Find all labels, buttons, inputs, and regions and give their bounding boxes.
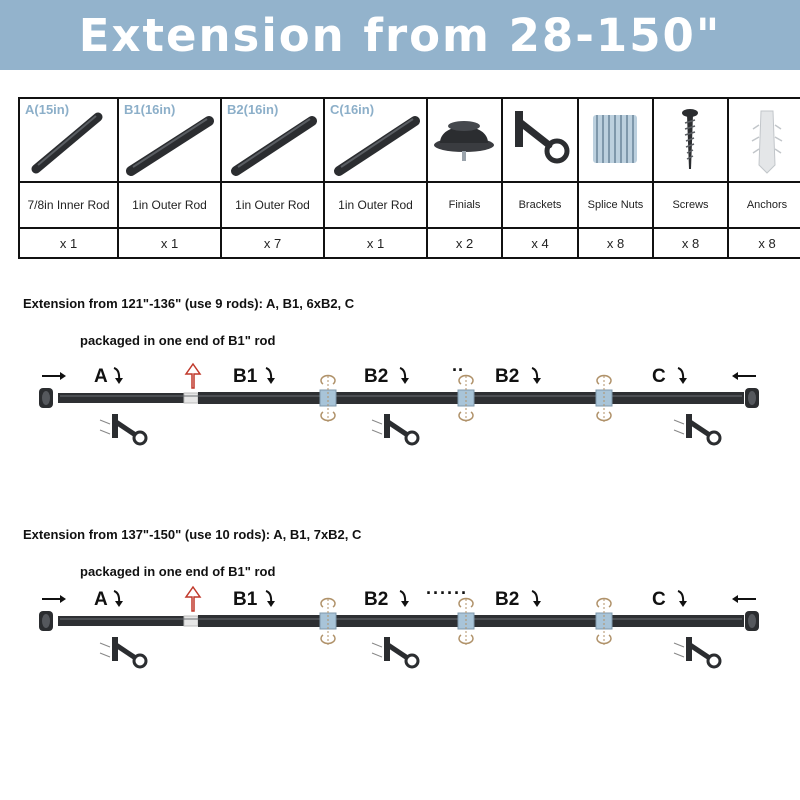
part-label: A(15in) (25, 102, 70, 117)
rod-label-b1: B1 (233, 366, 258, 387)
part-cell-screws (653, 98, 728, 182)
screw-hint (372, 430, 382, 434)
arrow-head (267, 601, 275, 607)
rod-segment-b1 (198, 615, 320, 627)
assembly-diagram (0, 527, 800, 697)
arrow-head (732, 595, 738, 603)
config-title: Extension from 137"-150" (use 10 rods): A, B1, 7xB2, C (23, 527, 362, 542)
screw-hint (100, 653, 110, 657)
part-label: B2(16in) (227, 102, 279, 117)
bracket-c-icon-ring (708, 432, 720, 444)
anchor-icon (729, 99, 800, 181)
part-quantity: x 1 (118, 228, 221, 258)
rod-label-c: C (652, 589, 666, 610)
bracket-a-icon-arm (116, 422, 134, 434)
bracket-b2-icon-ring (406, 432, 418, 444)
finial-right-icon-detail (748, 614, 756, 628)
finial-left-icon-detail (42, 391, 50, 405)
arrow-head (60, 595, 66, 603)
parts-description-row (19, 182, 800, 228)
rod-label-b2-first: B2 (364, 589, 389, 610)
arrow-head (60, 372, 66, 380)
rod-segment-c (612, 392, 744, 404)
title-banner (0, 0, 800, 70)
rod-segment-b2 (336, 392, 458, 404)
bracket-a-icon-ring (134, 655, 146, 667)
part-cell-brackets (502, 98, 578, 182)
arrow-head (401, 601, 409, 607)
package-up-arrow-icon (186, 364, 200, 388)
bracket-c-icon-ring (708, 655, 720, 667)
package-note: packaged in one end of B1" rod (80, 564, 276, 579)
part-description: 1in Outer Rod (221, 182, 324, 228)
arrow-head (533, 378, 541, 384)
rod-label-b2-first: B2 (364, 366, 389, 387)
bracket-b2-icon-arm (388, 422, 406, 434)
part-cell-c (324, 98, 427, 182)
part-description: Finials (427, 182, 502, 228)
bracket-b2-icon (384, 637, 390, 661)
part-description: Splice Nuts (578, 182, 653, 228)
parts-table (18, 97, 800, 259)
screw-hint (674, 430, 684, 434)
rod-segment-b2 (474, 392, 596, 404)
screw-hint (674, 653, 684, 657)
rod-segment-a (58, 616, 184, 626)
bracket-b2-icon (384, 414, 390, 438)
bracket-a-icon (112, 637, 118, 661)
config-137-150 (0, 527, 800, 787)
part-cell-splice-nuts (578, 98, 653, 182)
finial-icon (428, 99, 501, 181)
rod-label-b2-second: B2 (495, 366, 520, 387)
rod-label-a: A (94, 589, 108, 610)
bracket-b2-icon-ring (406, 655, 418, 667)
bracket-a-icon-arm (116, 645, 134, 657)
bracket-c-icon (686, 637, 692, 661)
bracket-b2-icon-arm (388, 645, 406, 657)
packaged-insert (184, 616, 198, 626)
rod-segment-b2 (474, 615, 596, 627)
rod-segment-c (612, 615, 744, 627)
part-quantity: x 7 (221, 228, 324, 258)
screw-icon (654, 99, 727, 181)
arrow-head (401, 378, 409, 384)
package-up-arrow-icon (186, 587, 200, 611)
screw-hint (372, 653, 382, 657)
arrow-head (679, 378, 687, 384)
arrow-head (679, 601, 687, 607)
arrow-head (732, 372, 738, 380)
config-121-136 (0, 296, 800, 556)
arrow-head (115, 601, 123, 607)
outer-rod-icon (222, 99, 323, 181)
part-description: 7/8in Inner Rod (19, 182, 118, 228)
part-quantity: x 2 (427, 228, 502, 258)
screw-hint (372, 643, 382, 647)
rod-segment-b2 (336, 615, 458, 627)
rod-label-b2-second: B2 (495, 589, 520, 610)
part-description: 1in Outer Rod (324, 182, 427, 228)
part-label: C(16in) (330, 102, 375, 117)
part-quantity: x 1 (324, 228, 427, 258)
screw-hint (100, 420, 110, 424)
part-quantity: x 8 (578, 228, 653, 258)
finial-left-icon-detail (42, 614, 50, 628)
packaged-insert (184, 393, 198, 403)
assembly-diagram (0, 296, 800, 466)
rod-label-a: A (94, 366, 108, 387)
part-description: 1in Outer Rod (118, 182, 221, 228)
part-cell-finials (427, 98, 502, 182)
arrow-head (115, 378, 123, 384)
bracket-c-icon (686, 414, 692, 438)
arrow-head (267, 378, 275, 384)
rod-segment-a (58, 393, 184, 403)
bracket-c-icon-arm (690, 422, 708, 434)
bracket-icon (503, 99, 577, 181)
part-description: Brackets (502, 182, 578, 228)
part-cell-b2 (221, 98, 324, 182)
part-cell-anchors (728, 98, 800, 182)
screw-hint (372, 420, 382, 424)
page-title: Extension from 28-150" (78, 8, 722, 62)
part-cell-a (19, 98, 118, 182)
part-quantity: x 8 (653, 228, 728, 258)
part-quantity: x 4 (502, 228, 578, 258)
rod-label-b1: B1 (233, 589, 258, 610)
parts-quantity-row (19, 228, 800, 258)
part-quantity: x 1 (19, 228, 118, 258)
package-note: packaged in one end of B1" rod (80, 333, 276, 348)
splice-nut-icon (579, 99, 652, 181)
part-description: Anchors (728, 182, 800, 228)
inner-rod-icon (20, 99, 117, 181)
finial-right-icon-detail (748, 391, 756, 405)
screw-hint (674, 643, 684, 647)
ellipsis-dots: ·· (452, 360, 464, 380)
bracket-a-icon (112, 414, 118, 438)
outer-rod-icon (119, 99, 220, 181)
part-quantity: x 8 (728, 228, 800, 258)
part-label: B1(16in) (124, 102, 176, 117)
screw-hint (100, 430, 110, 434)
rod-segment-b1 (198, 392, 320, 404)
bracket-c-icon-arm (690, 645, 708, 657)
config-title: Extension from 121"-136" (use 9 rods): A, B1, 6xB2, C (23, 296, 355, 311)
part-cell-b1 (118, 98, 221, 182)
outer-rod-icon (325, 99, 426, 181)
ellipsis-dots: ······ (426, 583, 468, 603)
bracket-a-icon-ring (134, 432, 146, 444)
parts-image-row (19, 98, 800, 182)
screw-hint (674, 420, 684, 424)
arrow-head (533, 601, 541, 607)
screw-hint (100, 643, 110, 647)
part-description: Screws (653, 182, 728, 228)
rod-label-c: C (652, 366, 666, 387)
